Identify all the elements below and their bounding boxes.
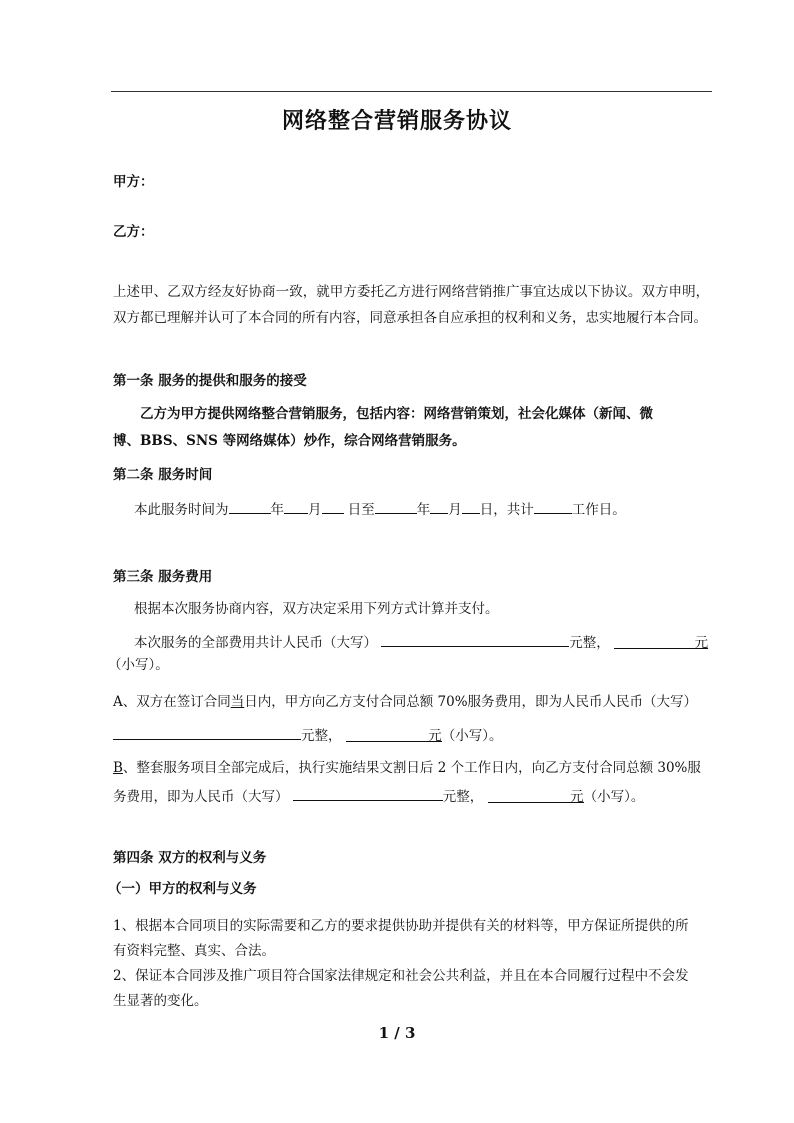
text: 元整， bbox=[569, 635, 610, 651]
text: 本此服务时间为 bbox=[134, 502, 229, 518]
blank-workdays bbox=[534, 499, 572, 514]
text: 日内，甲方向乙方支付合同总额 70%服务费用，即为人民币人民币（大写） bbox=[244, 694, 698, 710]
clause-a-amount-line bbox=[113, 725, 503, 745]
blank-end-day bbox=[462, 499, 480, 514]
text: B bbox=[113, 760, 123, 776]
page-number: 1 / 3 bbox=[378, 1024, 416, 1042]
header-rule bbox=[111, 91, 712, 92]
text: 年 bbox=[270, 502, 284, 518]
text: 日至 bbox=[347, 502, 375, 518]
text: （小写）。 bbox=[108, 657, 169, 673]
blank-a-number bbox=[346, 727, 442, 742]
blank-start-month bbox=[284, 499, 308, 514]
text: 年 bbox=[416, 502, 431, 518]
total-fee-line bbox=[134, 632, 708, 652]
text: 当 bbox=[230, 694, 245, 710]
blank-total-words bbox=[381, 632, 569, 647]
text: （小写）。 bbox=[583, 789, 645, 805]
text: 元 bbox=[570, 789, 584, 805]
clause-b-line bbox=[113, 759, 701, 777]
article-3-heading: 第三条 服务费用 bbox=[113, 569, 213, 585]
clause-a-line bbox=[113, 693, 697, 711]
blank-b-number bbox=[488, 788, 584, 803]
article-1-text: 乙方为甲方提供网络整合营销服务，包括内容：网络营销策划，社会化媒体（新闻、微 bbox=[140, 406, 653, 422]
text: 元 bbox=[428, 728, 442, 744]
text: 、整套服务项目全部完成后，执行实施结果文割日后 2 个工作日内，向乙方支付合同总额 30%服 bbox=[122, 760, 701, 776]
blank-end-month bbox=[430, 499, 448, 514]
text: 日，共计 bbox=[479, 502, 534, 518]
text: A、双方在签订合同 bbox=[113, 694, 231, 710]
article-4-item: 生显著的变化。 bbox=[113, 993, 208, 1009]
text: 元整， bbox=[301, 728, 342, 744]
text: （小写）。 bbox=[441, 728, 503, 744]
article-4-item: 1、根据本合同项目的实际需要和乙方的要求提供协助并提供有关的材料等，甲方保证所提供的所 bbox=[113, 918, 689, 934]
text: 务费用，即为人民币（大写） bbox=[113, 789, 289, 805]
document-title: 网络整合营销服务协议 bbox=[281, 108, 512, 134]
article-4-item: 2、保证本合同涉及推广项目符合国家法律规定和社会公共利益，并且在本合同履行过程中不会发 bbox=[113, 968, 689, 984]
intro-line: 上述甲、乙双方经友好协商一致，就甲方委托乙方进行网络营销推广事宜达成以下协议。双方申明， bbox=[113, 284, 710, 300]
text: 本次服务的全部费用共计人民币（大写） bbox=[134, 635, 377, 651]
article-4-item: 有资料完整、真实、合法。 bbox=[113, 943, 275, 959]
party-b-label: 乙方： bbox=[113, 224, 154, 240]
blank-end-year bbox=[375, 499, 417, 514]
article-1-text: 博、BBS、SNS 等网络媒体）炒作，综合网络营销服务。 bbox=[113, 433, 466, 449]
article-3-text: 根据本次服务协商内容，双方决定采用下列方式计算并支付。 bbox=[134, 601, 499, 617]
text: 元 bbox=[694, 635, 709, 651]
party-a-label: 甲方： bbox=[113, 174, 154, 190]
article-2-heading: 第二条 服务时间 bbox=[113, 467, 213, 483]
text: 工作日。 bbox=[571, 502, 626, 518]
blank-start-day bbox=[322, 499, 344, 514]
clause-b-amount-line bbox=[113, 786, 644, 806]
article-4-subheading: （一）甲方的权利与义务 bbox=[108, 881, 257, 897]
blank-b-words bbox=[293, 786, 443, 801]
text: 月 bbox=[448, 502, 462, 518]
blank-a-words bbox=[113, 725, 301, 740]
blank-start-year bbox=[229, 499, 271, 514]
article-4-heading: 第四条 双方的权利与义务 bbox=[113, 850, 267, 866]
article-1-heading: 第一条 服务的提供和服务的接受 bbox=[113, 373, 307, 389]
service-period-line bbox=[134, 499, 626, 519]
text: 月 bbox=[308, 502, 322, 518]
blank-total-number bbox=[614, 634, 708, 649]
text: 元整， bbox=[442, 789, 484, 805]
intro-line: 双方都已理解并认可了本合同的所有内容，同意承担各自应承担的权利和义务，忠实地履行本合同。 bbox=[113, 310, 707, 326]
